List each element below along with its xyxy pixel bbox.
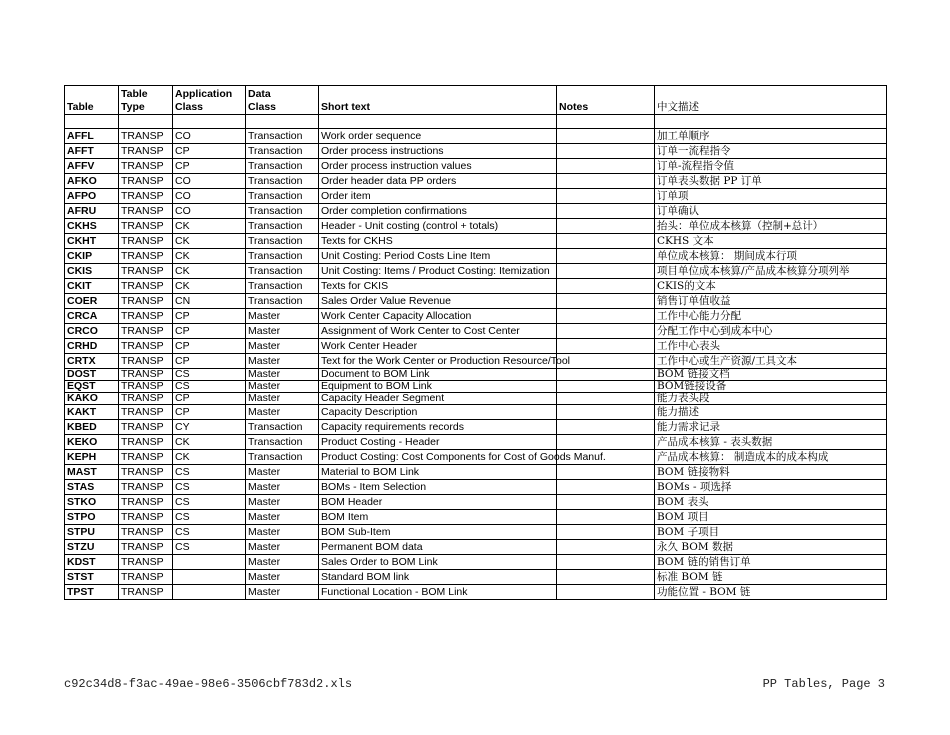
cell-notes bbox=[557, 585, 655, 600]
cell-short-text: Product Costing - Header bbox=[319, 435, 557, 450]
cell-table-name: CRTX bbox=[65, 354, 119, 369]
cell-short-text: Document to BOM Link bbox=[319, 369, 557, 381]
cell-short-text: Capacity Description bbox=[319, 405, 557, 420]
cell-data-class: Transaction bbox=[246, 450, 319, 465]
cell-chinese-description: 功能位置 - BOM 链 bbox=[655, 585, 887, 600]
cell-data-class: Master bbox=[246, 480, 319, 495]
cell-table-name: AFFL bbox=[65, 129, 119, 144]
cell-application-class: CP bbox=[173, 159, 246, 174]
cell-table-type: TRANSP bbox=[119, 495, 173, 510]
table-row bbox=[65, 279, 887, 294]
table-row bbox=[65, 555, 887, 570]
cell-data-class: Master bbox=[246, 525, 319, 540]
cell-table-type: TRANSP bbox=[119, 555, 173, 570]
table-row bbox=[65, 129, 887, 144]
cell-notes bbox=[557, 480, 655, 495]
table-row bbox=[65, 525, 887, 540]
cell-short-text: Texts for CKHS bbox=[319, 234, 557, 249]
cell-table-type: TRANSP bbox=[119, 405, 173, 420]
cell-data-class: Transaction bbox=[246, 204, 319, 219]
cell-notes bbox=[557, 381, 655, 393]
table-row bbox=[65, 159, 887, 174]
cell-table-name: AFRU bbox=[65, 204, 119, 219]
cell-notes bbox=[557, 339, 655, 354]
table-row bbox=[65, 540, 887, 555]
cell-short-text: Permanent BOM data bbox=[319, 540, 557, 555]
cell-table-type: TRANSP bbox=[119, 465, 173, 480]
table-row bbox=[65, 324, 887, 339]
cell-chinese-description: 订单项 bbox=[655, 189, 887, 204]
footer-page-label: PP Tables, Page 3 bbox=[762, 677, 885, 691]
cell-application-class: CY bbox=[173, 420, 246, 435]
cell-application-class: CS bbox=[173, 465, 246, 480]
cell-data-class: Transaction bbox=[246, 294, 319, 309]
cell-short-text: Sales Order to BOM Link bbox=[319, 555, 557, 570]
cell-notes bbox=[557, 570, 655, 585]
table-row bbox=[65, 339, 887, 354]
cell-data-class: Master bbox=[246, 354, 319, 369]
cell-chinese-description: 销售订单值收益 bbox=[655, 294, 887, 309]
cell-table-name: AFFV bbox=[65, 159, 119, 174]
cell-chinese-description: 标准 BOM 链 bbox=[655, 570, 887, 585]
table-row bbox=[65, 570, 887, 585]
footer-file-name: c92c34d8-f3ac-49ae-98e6-3506cbf783d2.xls bbox=[64, 677, 353, 691]
cell-application-class: CN bbox=[173, 294, 246, 309]
header-table: Table bbox=[65, 86, 119, 115]
cell-table-name: CRCA bbox=[65, 309, 119, 324]
cell-table-type: TRANSP bbox=[119, 294, 173, 309]
cell-short-text: Texts for CKIS bbox=[319, 279, 557, 294]
cell-data-class: Master bbox=[246, 555, 319, 570]
cell-notes bbox=[557, 510, 655, 525]
cell-data-class: Master bbox=[246, 324, 319, 339]
cell-application-class bbox=[173, 585, 246, 600]
cell-data-class: Transaction bbox=[246, 159, 319, 174]
cell-data-class: Transaction bbox=[246, 219, 319, 234]
table-row bbox=[65, 585, 887, 600]
table-row bbox=[65, 405, 887, 420]
cell-notes bbox=[557, 354, 655, 369]
cell-notes bbox=[557, 174, 655, 189]
cell-application-class: CK bbox=[173, 219, 246, 234]
cell-notes bbox=[557, 129, 655, 144]
cell-table-type: TRANSP bbox=[119, 420, 173, 435]
cell-table-type: TRANSP bbox=[119, 540, 173, 555]
cell-application-class: CS bbox=[173, 525, 246, 540]
cell-table-type: TRANSP bbox=[119, 585, 173, 600]
cell-application-class: CS bbox=[173, 540, 246, 555]
cell-application-class: CO bbox=[173, 204, 246, 219]
cell-short-text: Unit Costing: Period Costs Line Item bbox=[319, 249, 557, 264]
cell-table-name: STKO bbox=[65, 495, 119, 510]
cell-application-class: CP bbox=[173, 405, 246, 420]
cell-short-text: Work order sequence bbox=[319, 129, 557, 144]
cell-application-class: CP bbox=[173, 309, 246, 324]
cell-table-type: TRANSP bbox=[119, 339, 173, 354]
cell-chinese-description: 项目单位成本核算/产品成本核算分项列举 bbox=[655, 264, 887, 279]
cell-chinese-description: CKHS 文本 bbox=[655, 234, 887, 249]
cell-notes bbox=[557, 525, 655, 540]
cell-table-name: AFPO bbox=[65, 189, 119, 204]
cell-application-class: CK bbox=[173, 435, 246, 450]
cell-short-text: Product Costing: Cost Components for Cost of Goods Manuf. bbox=[319, 450, 557, 465]
cell-chinese-description: 加工单顺序 bbox=[655, 129, 887, 144]
cell-table-type: TRANSP bbox=[119, 129, 173, 144]
empty-cell bbox=[655, 115, 887, 129]
cell-notes bbox=[557, 540, 655, 555]
cell-table-name: CKHT bbox=[65, 234, 119, 249]
cell-data-class: Master bbox=[246, 540, 319, 555]
cell-notes bbox=[557, 159, 655, 174]
cell-table-type: TRANSP bbox=[119, 204, 173, 219]
cell-data-class: Transaction bbox=[246, 435, 319, 450]
cell-notes bbox=[557, 369, 655, 381]
table-row bbox=[65, 510, 887, 525]
cell-application-class bbox=[173, 570, 246, 585]
cell-table-name: AFKO bbox=[65, 174, 119, 189]
header-row bbox=[65, 86, 887, 115]
cell-table-name: COER bbox=[65, 294, 119, 309]
cell-short-text: BOMs - Item Selection bbox=[319, 480, 557, 495]
cell-table-type: TRANSP bbox=[119, 189, 173, 204]
table-row bbox=[65, 393, 887, 405]
table-row bbox=[65, 354, 887, 369]
cell-table-name: CKIT bbox=[65, 279, 119, 294]
table-row bbox=[65, 309, 887, 324]
cell-table-type: TRANSP bbox=[119, 219, 173, 234]
cell-chinese-description: CKIS的文本 bbox=[655, 279, 887, 294]
cell-notes bbox=[557, 324, 655, 339]
cell-chinese-description: 订单-流程指令值 bbox=[655, 159, 887, 174]
spacer-row bbox=[65, 115, 887, 129]
cell-chinese-description: BOM链接设备 bbox=[655, 381, 887, 393]
cell-data-class: Master bbox=[246, 465, 319, 480]
cell-data-class: Transaction bbox=[246, 144, 319, 159]
cell-application-class: CP bbox=[173, 324, 246, 339]
cell-chinese-description: 单位成本核算： 期间成本行项 bbox=[655, 249, 887, 264]
cell-data-class: Transaction bbox=[246, 279, 319, 294]
cell-table-name: EQST bbox=[65, 381, 119, 393]
cell-notes bbox=[557, 309, 655, 324]
cell-application-class: CK bbox=[173, 450, 246, 465]
cell-chinese-description: BOMs - 项选择 bbox=[655, 480, 887, 495]
cell-application-class: CP bbox=[173, 354, 246, 369]
header-data-class: Data Class bbox=[246, 86, 319, 115]
cell-data-class: Transaction bbox=[246, 189, 319, 204]
table-row bbox=[65, 189, 887, 204]
table-row bbox=[65, 144, 887, 159]
table-row bbox=[65, 264, 887, 279]
spreadsheet-page bbox=[64, 85, 886, 600]
cell-table-type: TRANSP bbox=[119, 279, 173, 294]
header-chinese-description: 中文描述 bbox=[655, 86, 887, 115]
cell-data-class: Master bbox=[246, 369, 319, 381]
table-row bbox=[65, 234, 887, 249]
cell-data-class: Transaction bbox=[246, 420, 319, 435]
cell-short-text: Material to BOM Link bbox=[319, 465, 557, 480]
cell-table-type: TRANSP bbox=[119, 264, 173, 279]
cell-notes bbox=[557, 405, 655, 420]
cell-table-name: STPU bbox=[65, 525, 119, 540]
cell-application-class: CS bbox=[173, 510, 246, 525]
cell-short-text: Order completion confirmations bbox=[319, 204, 557, 219]
cell-notes bbox=[557, 204, 655, 219]
cell-table-type: TRANSP bbox=[119, 309, 173, 324]
table-row bbox=[65, 369, 887, 381]
cell-notes bbox=[557, 189, 655, 204]
cell-short-text: Assignment of Work Center to Cost Center bbox=[319, 324, 557, 339]
table-row bbox=[65, 420, 887, 435]
table-row bbox=[65, 381, 887, 393]
cell-data-class: Master bbox=[246, 381, 319, 393]
cell-table-name: CKIS bbox=[65, 264, 119, 279]
cell-data-class: Master bbox=[246, 510, 319, 525]
cell-data-class: Master bbox=[246, 393, 319, 405]
cell-data-class: Master bbox=[246, 495, 319, 510]
cell-chinese-description: 产品成本核算： 制造成本的成本构成 bbox=[655, 450, 887, 465]
cell-data-class: Master bbox=[246, 585, 319, 600]
cell-short-text: BOM Sub-Item bbox=[319, 525, 557, 540]
cell-short-text: Text for the Work Center or Production Resource/Tool bbox=[319, 354, 557, 369]
cell-application-class: CO bbox=[173, 174, 246, 189]
cell-notes bbox=[557, 495, 655, 510]
cell-table-name: STZU bbox=[65, 540, 119, 555]
empty-cell bbox=[119, 115, 173, 129]
cell-short-text: Work Center Capacity Allocation bbox=[319, 309, 557, 324]
cell-table-name: KEPH bbox=[65, 450, 119, 465]
empty-cell bbox=[319, 115, 557, 129]
cell-short-text: Equipment to BOM Link bbox=[319, 381, 557, 393]
cell-table-name: CRHD bbox=[65, 339, 119, 354]
cell-chinese-description: 工作中心表头 bbox=[655, 339, 887, 354]
table-row bbox=[65, 495, 887, 510]
cell-chinese-description: 订单表头数据 PP 订单 bbox=[655, 174, 887, 189]
cell-table-name: AFFT bbox=[65, 144, 119, 159]
cell-short-text: Capacity requirements records bbox=[319, 420, 557, 435]
cell-short-text: Work Center Header bbox=[319, 339, 557, 354]
cell-notes bbox=[557, 279, 655, 294]
table-row bbox=[65, 480, 887, 495]
cell-notes bbox=[557, 219, 655, 234]
cell-short-text: Order process instruction values bbox=[319, 159, 557, 174]
cell-table-type: TRANSP bbox=[119, 480, 173, 495]
cell-table-name: KAKO bbox=[65, 393, 119, 405]
cell-table-name: STST bbox=[65, 570, 119, 585]
cell-application-class: CS bbox=[173, 495, 246, 510]
cell-application-class bbox=[173, 555, 246, 570]
cell-table-type: TRANSP bbox=[119, 144, 173, 159]
cell-table-name: STPO bbox=[65, 510, 119, 525]
cell-table-type: TRANSP bbox=[119, 159, 173, 174]
cell-application-class: CO bbox=[173, 189, 246, 204]
empty-cell bbox=[557, 115, 655, 129]
cell-notes bbox=[557, 249, 655, 264]
cell-short-text: Order header data PP orders bbox=[319, 174, 557, 189]
cell-chinese-description: BOM 链接物料 bbox=[655, 465, 887, 480]
cell-chinese-description: BOM 子项目 bbox=[655, 525, 887, 540]
cell-table-name: KEKO bbox=[65, 435, 119, 450]
cell-short-text: Order item bbox=[319, 189, 557, 204]
cell-application-class: CO bbox=[173, 129, 246, 144]
cell-chinese-description: BOM 项目 bbox=[655, 510, 887, 525]
cell-table-name: DOST bbox=[65, 369, 119, 381]
empty-cell bbox=[173, 115, 246, 129]
cell-table-type: TRANSP bbox=[119, 393, 173, 405]
cell-application-class: CK bbox=[173, 234, 246, 249]
cell-data-class: Master bbox=[246, 339, 319, 354]
cell-application-class: CS bbox=[173, 381, 246, 393]
cell-notes bbox=[557, 294, 655, 309]
cell-data-class: Transaction bbox=[246, 264, 319, 279]
cell-chinese-description: 能力需求记录 bbox=[655, 420, 887, 435]
cell-application-class: CS bbox=[173, 480, 246, 495]
cell-notes bbox=[557, 234, 655, 249]
cell-notes bbox=[557, 144, 655, 159]
cell-application-class: CP bbox=[173, 144, 246, 159]
cell-data-class: Master bbox=[246, 570, 319, 585]
pp-tables-grid bbox=[64, 85, 887, 600]
cell-chinese-description: 抬头：单位成本核算（控制+总计） bbox=[655, 219, 887, 234]
cell-table-type: TRANSP bbox=[119, 234, 173, 249]
cell-data-class: Transaction bbox=[246, 234, 319, 249]
cell-notes bbox=[557, 555, 655, 570]
cell-notes bbox=[557, 393, 655, 405]
cell-chinese-description: BOM 链的销售订单 bbox=[655, 555, 887, 570]
cell-table-type: TRANSP bbox=[119, 354, 173, 369]
table-row bbox=[65, 219, 887, 234]
cell-table-name: CKIP bbox=[65, 249, 119, 264]
cell-table-name: TPST bbox=[65, 585, 119, 600]
empty-cell bbox=[65, 115, 119, 129]
cell-table-type: TRANSP bbox=[119, 450, 173, 465]
cell-chinese-description: 能力描述 bbox=[655, 405, 887, 420]
cell-table-type: TRANSP bbox=[119, 435, 173, 450]
table-row bbox=[65, 435, 887, 450]
cell-chinese-description: 产品成本核算 - 表头数据 bbox=[655, 435, 887, 450]
cell-table-name: KBED bbox=[65, 420, 119, 435]
cell-chinese-description: 工作中心能力分配 bbox=[655, 309, 887, 324]
cell-chinese-description: BOM 表头 bbox=[655, 495, 887, 510]
cell-short-text: Order process instructions bbox=[319, 144, 557, 159]
cell-short-text: BOM Item bbox=[319, 510, 557, 525]
table-row bbox=[65, 249, 887, 264]
cell-application-class: CS bbox=[173, 369, 246, 381]
header-application-class: Application Class bbox=[173, 86, 246, 115]
cell-table-name: MAST bbox=[65, 465, 119, 480]
cell-notes bbox=[557, 420, 655, 435]
cell-application-class: CK bbox=[173, 279, 246, 294]
cell-short-text: Header - Unit costing (control + totals) bbox=[319, 219, 557, 234]
cell-table-type: TRANSP bbox=[119, 369, 173, 381]
cell-notes bbox=[557, 465, 655, 480]
table-row bbox=[65, 174, 887, 189]
cell-short-text: Functional Location - BOM Link bbox=[319, 585, 557, 600]
cell-table-name: CKHS bbox=[65, 219, 119, 234]
cell-application-class: CP bbox=[173, 393, 246, 405]
table-row bbox=[65, 450, 887, 465]
cell-data-class: Transaction bbox=[246, 174, 319, 189]
table-row bbox=[65, 465, 887, 480]
cell-application-class: CP bbox=[173, 339, 246, 354]
cell-table-type: TRANSP bbox=[119, 510, 173, 525]
cell-chinese-description: BOM 链接文档 bbox=[655, 369, 887, 381]
cell-data-class: Transaction bbox=[246, 249, 319, 264]
cell-table-type: TRANSP bbox=[119, 381, 173, 393]
cell-table-name: STAS bbox=[65, 480, 119, 495]
cell-chinese-description: 永久 BOM 数据 bbox=[655, 540, 887, 555]
cell-short-text: Unit Costing: Items / Product Costing: Itemization bbox=[319, 264, 557, 279]
cell-table-type: TRANSP bbox=[119, 570, 173, 585]
cell-short-text: BOM Header bbox=[319, 495, 557, 510]
cell-chinese-description: 工作中心或生产资源/工具文本 bbox=[655, 354, 887, 369]
cell-table-name: KDST bbox=[65, 555, 119, 570]
table-row bbox=[65, 204, 887, 219]
cell-short-text: Sales Order Value Revenue bbox=[319, 294, 557, 309]
cell-chinese-description: 能力表头段 bbox=[655, 393, 887, 405]
cell-short-text: Standard BOM link bbox=[319, 570, 557, 585]
cell-data-class: Master bbox=[246, 405, 319, 420]
cell-table-type: TRANSP bbox=[119, 249, 173, 264]
cell-table-type: TRANSP bbox=[119, 174, 173, 189]
cell-chinese-description: 订单一流程指令 bbox=[655, 144, 887, 159]
cell-data-class: Transaction bbox=[246, 129, 319, 144]
cell-notes bbox=[557, 435, 655, 450]
empty-cell bbox=[246, 115, 319, 129]
table-row bbox=[65, 294, 887, 309]
cell-short-text: Capacity Header Segment bbox=[319, 393, 557, 405]
header-table-type: Table Type bbox=[119, 86, 173, 115]
cell-chinese-description: 分配工作中心到成本中心 bbox=[655, 324, 887, 339]
cell-data-class: Master bbox=[246, 309, 319, 324]
cell-table-type: TRANSP bbox=[119, 324, 173, 339]
cell-table-name: CRCO bbox=[65, 324, 119, 339]
cell-application-class: CK bbox=[173, 264, 246, 279]
cell-notes bbox=[557, 264, 655, 279]
cell-table-name: KAKT bbox=[65, 405, 119, 420]
cell-table-type: TRANSP bbox=[119, 525, 173, 540]
cell-application-class: CK bbox=[173, 249, 246, 264]
header-notes: Notes bbox=[557, 86, 655, 115]
cell-chinese-description: 订单确认 bbox=[655, 204, 887, 219]
header-short-text: Short text bbox=[319, 86, 557, 115]
